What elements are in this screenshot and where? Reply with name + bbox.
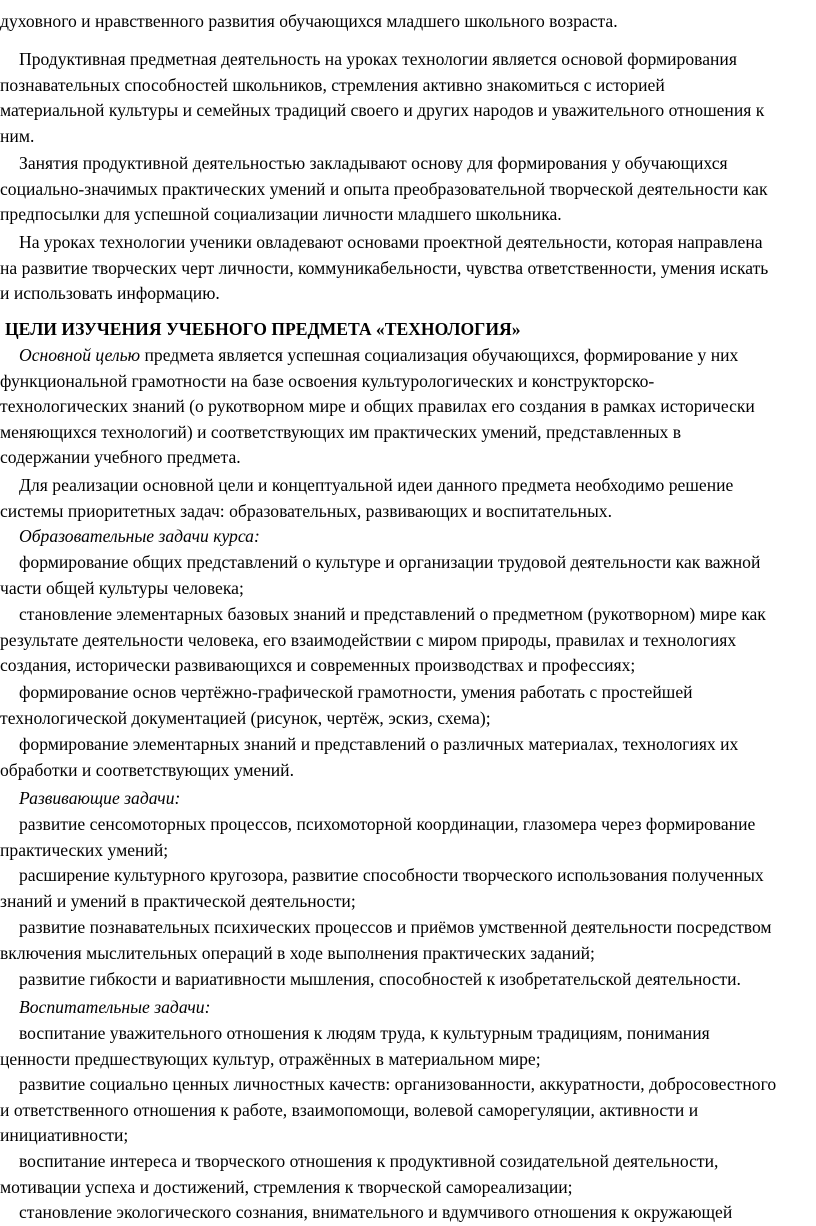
list-item (0, 967, 816, 993)
text-line: формирование общих представлений о культуре и организации трудовой деятельности как важной (19, 552, 761, 572)
text-line: Образовательные задачи курса: (19, 526, 260, 546)
text-line: формирование основ чертёжно-графической грамотности, умения работать с простейшей (19, 682, 693, 702)
text-line: меняющихся технологий) и соответствующих им практических умений, представленных в (0, 421, 682, 442)
list-item (0, 1149, 816, 1200)
paragraph-project-activity (0, 230, 816, 307)
text-line: Занятия продуктивной деятельностью закладывают основу для формирования у обучающихся (19, 153, 728, 173)
main-goal-lead: Основной целью (19, 345, 141, 365)
list-item (0, 915, 816, 966)
text-line: результате деятельности человека, его взаимодействии с миром природы, правилах и технологиях (0, 629, 737, 650)
text-line: Развивающие задачи: (19, 788, 181, 808)
list-item (0, 602, 816, 679)
text-line: На уроках технологии ученики овладевают основами проектной деятельности, которая направлена (19, 232, 763, 252)
text-line: Продуктивная предметная деятельность на уроках технологии является основой формирования (19, 49, 737, 69)
list-item (0, 550, 816, 601)
text-line: развитие гибкости и вариативности мышления, способностей к изобретательской деятельности. (19, 969, 741, 989)
list-item (0, 812, 816, 863)
section-heading (0, 317, 816, 343)
list-item (0, 732, 816, 783)
developmental-tasks-heading (0, 786, 816, 812)
text-line: формирование элементарных знаний и представлений о различных материалах, технологиях их (19, 734, 739, 754)
text-line: части общей культуры человека; (0, 577, 244, 598)
list-item (0, 863, 816, 914)
paragraph-tasks-intro (0, 473, 816, 524)
text-line: воспитание интереса и творческого отношения к продуктивной созидательной деятельности, (19, 1151, 719, 1171)
text-line: ним. (0, 125, 35, 146)
text-line: функциональной грамотности на базе освоения культурологических и конструкторско- (0, 370, 655, 391)
list-item (0, 1072, 816, 1149)
text-line: расширение культурного кругозора, развитие способности творческого использования полученных (19, 865, 764, 885)
text-line: технологической документацией (рисунок, чертёж, эскиз, схема); (0, 707, 491, 728)
text-line: инициативности; (0, 1125, 129, 1145)
list-item (0, 1021, 816, 1072)
section-heading-text: ЦЕЛИ ИЗУЧЕНИЯ УЧЕБНОГО ПРЕДМЕТА «ТЕХНОЛОГИЯ» (5, 319, 521, 339)
text-line: включения мыслительных операций в ходе выполнения практических заданий; (0, 942, 595, 963)
text-line: воспитание уважительного отношения к людям труда, к культурным традициям, понимания (19, 1023, 710, 1043)
text-line: создания, исторически развивающихся и современных производствах и профессиях; (0, 655, 636, 675)
list-item (0, 680, 816, 731)
text-line: на развитие творческих черт личности, коммуникабельности, чувства ответственности, умения искать (0, 257, 769, 278)
text-line: и использовать информацию. (0, 283, 220, 303)
paragraph-lessons-foundation (0, 151, 816, 228)
intro-tail-paragraph (0, 9, 816, 35)
text-line: системы приоритетных задач: образовательных, развивающих и воспитательных. (0, 500, 612, 521)
paragraph-productive-activity (0, 47, 816, 149)
text-line: содержании учебного предмета. (0, 447, 241, 467)
text-line: материальной культуры и семейных традиций своего и других народов и уважительного отношения к (0, 100, 765, 120)
text-line: ценности предшествующих культур, отражённых в материальном мире; (0, 1048, 541, 1069)
educational-tasks-heading (0, 524, 816, 550)
upbringing-tasks-heading (0, 995, 816, 1021)
text-line: технологических знаний (о рукотворном мире и общих правилах его создания в рамках исторически (0, 396, 755, 416)
paragraph-main-goal (0, 343, 816, 471)
text-line: предпосылки для успешной социализации личности младшего школьника. (0, 204, 562, 224)
text-line: развитие сенсомоторных процессов, психомоторной координации, глазомера через формирование (19, 814, 756, 834)
text-line: Для реализации основной цели и концептуальной идеи данного предмета необходимо решение (19, 475, 734, 495)
text-line: развитие социально ценных личностных качеств: организованности, аккуратности, добросовестного (19, 1074, 777, 1094)
text-line: развитие познавательных психических процессов и приёмов умственной деятельности посредством (19, 917, 772, 937)
list-item (0, 1200, 816, 1226)
main-goal-text: предмета является успешная социализация обучающихся, формирование у них (140, 345, 739, 365)
text-line: социально-значимых практических умений и опыта преобразовательной творческой деятельности как (0, 178, 768, 199)
text-line: практических умений; (0, 839, 169, 860)
text-line: становление элементарных базовых знаний и представлений о предметном (рукотворном) мире как (19, 604, 766, 624)
text-line: мотивации успеха и достижений, стремления к творческой самореализации; (0, 1176, 573, 1197)
text-line: духовного и нравственного развития обучающихся младшего школьного возраста. (0, 11, 618, 31)
text-line: знаний и умений в практической деятельности; (0, 890, 356, 911)
text-line: познавательных способностей школьников, стремления активно знакомиться с историей (0, 74, 665, 95)
text-line: обработки и соответствующих умений. (0, 759, 294, 780)
text-line: становление экологического сознания, внимательного и вдумчивого отношения к окружающей (19, 1202, 733, 1222)
text-line: Воспитательные задачи: (19, 997, 211, 1017)
text-line: и ответственного отношения к работе, взаимопомощи, волевой саморегуляции, активности и (0, 1099, 699, 1120)
